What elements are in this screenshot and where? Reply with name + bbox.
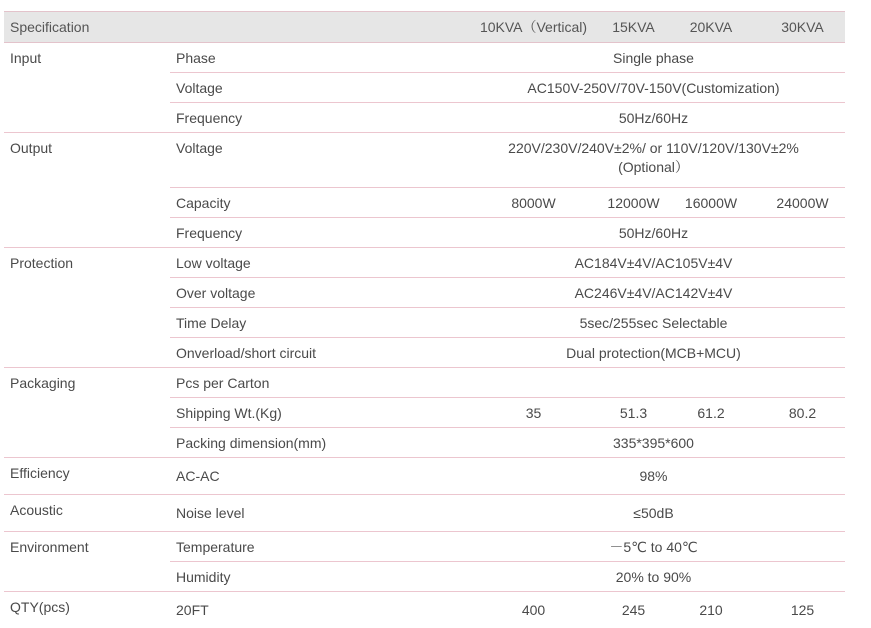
table-row <box>4 495 845 532</box>
row-label-pcs-per-carton: Pcs per Carton <box>170 368 462 398</box>
header-row <box>4 12 845 43</box>
row-value-output-voltage <box>462 133 845 188</box>
row-value-temperature: －5℃ to 40℃ <box>462 532 845 562</box>
cell-capacity-30kva: 24000W <box>760 188 845 218</box>
row-value-phase: Single phase <box>462 43 845 73</box>
cell-weight-10kva: 35 <box>462 398 605 428</box>
header-15kva: 15KVA <box>605 12 662 43</box>
row-value-efficiency: 98% <box>462 458 845 495</box>
cell-weight-20kva: 61.2 <box>662 398 760 428</box>
row-label-output-frequency: Frequency <box>170 218 462 248</box>
header-blank <box>170 12 462 43</box>
category-output: Output <box>4 133 170 248</box>
row-value-time-delay: 5sec/255sec Selectable <box>462 308 845 338</box>
row-label-low-voltage: Low voltage <box>170 248 462 278</box>
category-packaging: Packaging <box>4 368 170 458</box>
category-protection: Protection <box>4 248 170 368</box>
row-value-overload: Dual protection(MCB+MCU) <box>462 338 845 368</box>
cell-capacity-15kva: 12000W <box>605 188 662 218</box>
row-value-over-voltage: AC246V±4V/AC142V±4V <box>462 278 845 308</box>
category-environment: Environment <box>4 532 170 592</box>
row-value-pcs-per-carton <box>462 368 845 398</box>
row-label-shipping-weight: Shipping Wt.(Kg) <box>170 398 462 428</box>
row-label-capacity: Capacity <box>170 188 462 218</box>
row-label-20ft: 20FT <box>170 592 462 628</box>
row-value-humidity: 20% to 90% <box>462 562 845 592</box>
category-input: Input <box>4 43 170 133</box>
header-30kva: 30KVA <box>760 12 845 43</box>
cell-qty-10kva: 400 <box>462 592 605 628</box>
row-label-ac-ac: AC-AC <box>170 458 462 495</box>
row-label-temperature: Temperature <box>170 532 462 562</box>
row-value-noise-level: ≤50dB <box>462 495 845 532</box>
table-row <box>4 368 845 398</box>
cell-capacity-20kva: 16000W <box>662 188 760 218</box>
table-row <box>4 248 845 278</box>
cell-weight-15kva: 51.3 <box>605 398 662 428</box>
row-label-packing-dimension: Packing dimension(mm) <box>170 428 462 458</box>
table-row <box>4 43 845 73</box>
row-value-packing-dimension: 335*395*600 <box>462 428 845 458</box>
output-voltage-line1: 220V/230V/240V±2%/ or 110V/120V/130V±2% <box>508 140 799 156</box>
table-row <box>4 458 845 495</box>
cell-weight-30kva: 80.2 <box>760 398 845 428</box>
table-row <box>4 592 845 628</box>
table-row <box>4 532 845 562</box>
row-label-over-voltage: Over voltage <box>170 278 462 308</box>
row-label-overload: Onverload/short circuit <box>170 338 462 368</box>
row-label-humidity: Humidity <box>170 562 462 592</box>
specification-table <box>4 11 845 628</box>
row-value-input-frequency: 50Hz/60Hz <box>462 103 845 133</box>
cell-capacity-10kva: 8000W <box>462 188 605 218</box>
header-20kva: 20KVA <box>662 12 760 43</box>
row-value-input-voltage: AC150V-250V/70V-150V(Customization) <box>462 73 845 103</box>
row-label-time-delay: Time Delay <box>170 308 462 338</box>
category-efficiency: Efficiency <box>4 458 170 495</box>
row-value-low-voltage: AC184V±4V/AC105V±4V <box>462 248 845 278</box>
row-label-phase: Phase <box>170 43 462 73</box>
category-qty: QTY(pcs) <box>4 592 170 628</box>
row-label-input-voltage: Voltage <box>170 73 462 103</box>
category-acoustic: Acoustic <box>4 495 170 532</box>
row-value-output-frequency: 50Hz/60Hz <box>462 218 845 248</box>
row-label-output-voltage: Voltage <box>170 133 462 188</box>
header-10kva: 10KVA（Vertical) <box>462 12 605 43</box>
cell-qty-30kva: 125 <box>760 592 845 628</box>
table-row <box>4 133 845 188</box>
row-label-input-frequency: Frequency <box>170 103 462 133</box>
cell-qty-20kva: 210 <box>662 592 760 628</box>
output-voltage-line2: (Optional） <box>618 159 689 175</box>
cell-qty-15kva: 245 <box>605 592 662 628</box>
header-specification: Specification <box>4 12 170 43</box>
row-label-noise-level: Noise level <box>170 495 462 532</box>
